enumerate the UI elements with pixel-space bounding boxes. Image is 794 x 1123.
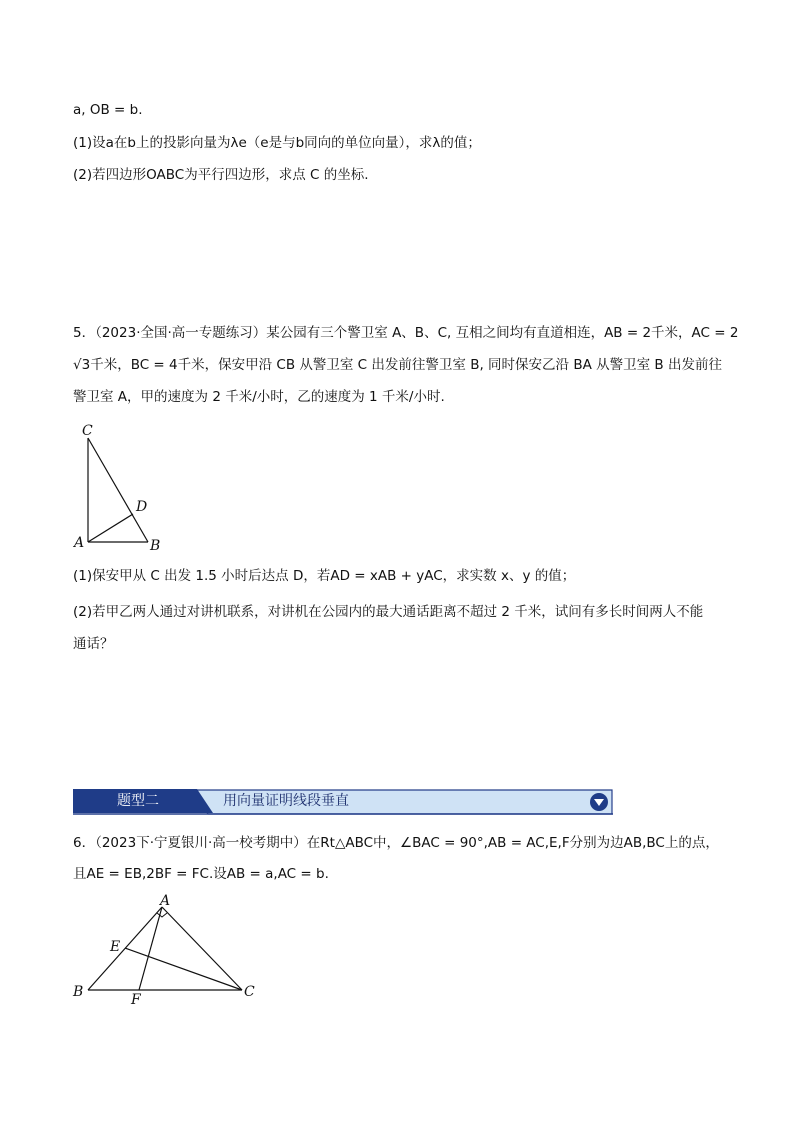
label-a: A xyxy=(160,893,171,909)
q5-part2-line2: 通话？ xyxy=(73,636,114,652)
q6-triangle-figure xyxy=(68,893,268,1008)
q5-triangle-figure xyxy=(70,420,180,560)
label-e: E xyxy=(110,939,121,955)
label-b: B xyxy=(73,984,84,1000)
label-f: F xyxy=(131,992,141,1008)
segment-ac xyxy=(162,907,242,990)
label-b: B xyxy=(150,538,161,554)
label-d: D xyxy=(136,499,148,515)
label-a: A xyxy=(74,535,85,551)
q4-part1: (1)设a在b上的投影向量为λe（e是与b同向的单位向量），求λ的值； xyxy=(73,135,481,151)
q5-stem-line2: √3千米，BC = 4千米，保安甲沿 CB 从警卫室 C 出发前往警卫室 B, 同时保安乙沿 BA 从警卫室 B 出发前往 xyxy=(73,357,722,373)
q4-vector-line: a, OB = b. xyxy=(73,102,143,118)
q6-stem-line1: 6．（2023下·宁夏银川·高一校考期中）在Rt△ABC中，∠BAC = 90°,AB = AC,E,F分别为边AB,BC上的点， xyxy=(73,835,719,851)
section-banner xyxy=(73,789,613,815)
chevron-down-circle-icon[interactable] xyxy=(589,792,609,812)
q5-part1: (1)保安甲从 C 出发 1.5 小时后达点 D，若AD = xAB + yAC，求实数 x、y 的值； xyxy=(73,568,576,584)
label-c: C xyxy=(244,984,255,1000)
right-angle-mark xyxy=(157,913,167,917)
q5-part2-line1: (2)若甲乙两人通过对讲机联系，对讲机在公园内的最大通话距离不超过 2 千米，试问有多长时间两人不能 xyxy=(73,604,704,620)
segment-ec xyxy=(125,948,242,990)
label-c: C xyxy=(82,423,93,439)
q5-stem-line3: 警卫室 A，甲的速度为 2 千米/小时，乙的速度为 1 千米/小时. xyxy=(73,389,445,405)
q6-stem-line2: 且AE = EB,2BF = FC.设AB = a,AC = b. xyxy=(73,866,329,882)
section-title: 用向量证明线段垂直 xyxy=(223,793,349,809)
section-label: 题型二 xyxy=(117,793,159,809)
q5-stem-line1: 5．（2023·全国·高一专题练习）某公园有三个警卫室 A、B、C, 互相之间均有直道相连，AB = 2千米，AC = 2 xyxy=(73,325,739,341)
segment-ad xyxy=(88,514,133,542)
q4-part2: (2)若四边形OABC为平行四边形，求点 C 的坐标. xyxy=(73,167,369,183)
segment-cb xyxy=(88,438,148,542)
